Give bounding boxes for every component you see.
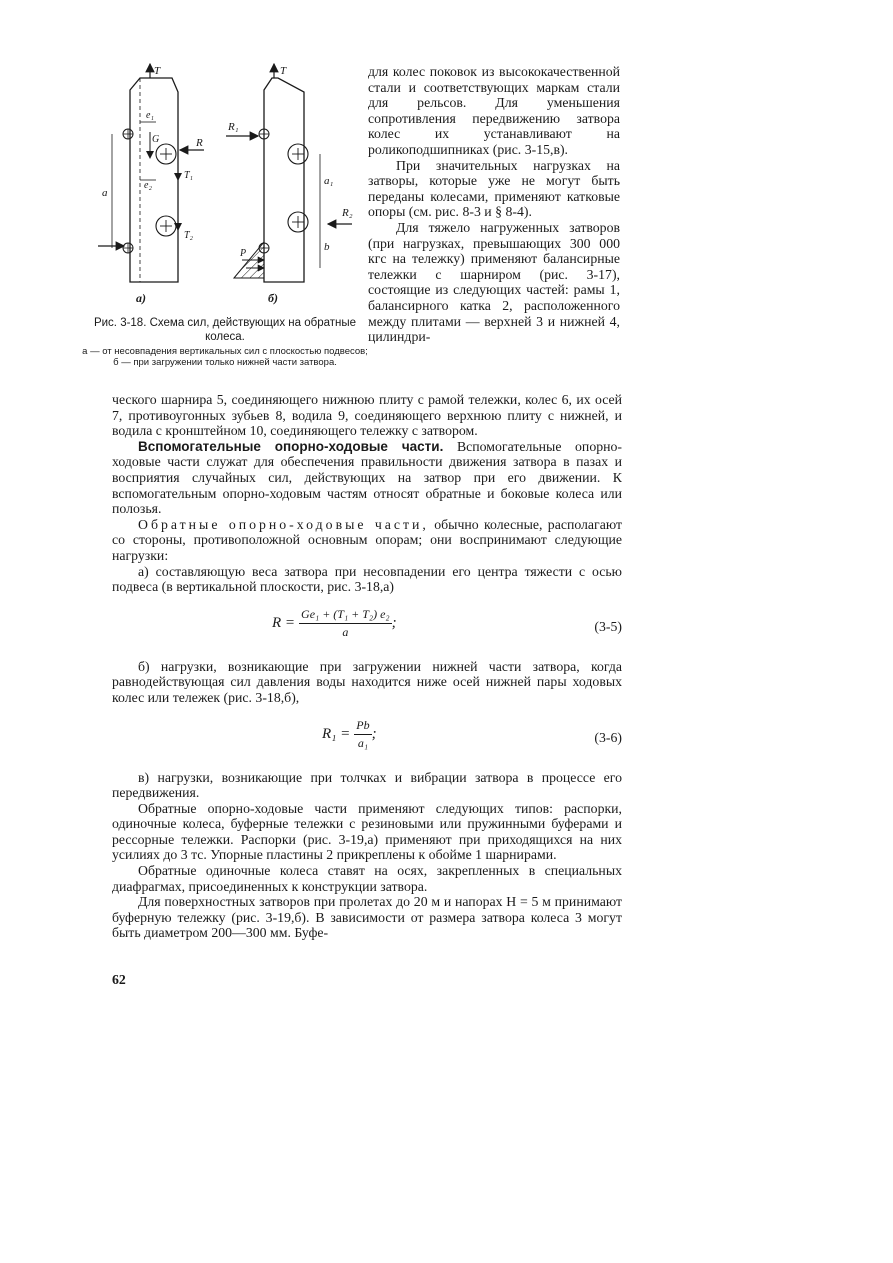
main-text [112, 392, 622, 941]
caption-main: Рис. 3-18. Схема сил, действующих на обратные колеса. [93, 317, 357, 343]
paragraph-auxiliary-text: Вспомогательные опорно-ходовые части служат для обеспечения правильности движения затвора в пазах и восприятия случайных сил, действующих на затвор при его движении. К вспомогательным опорно-ходовым частям относят обратные и боковые колеса или полозья. [112, 438, 622, 517]
label-subfig-b: б) [268, 291, 278, 305]
formula1-tail: ; [391, 615, 397, 632]
force-diagram [92, 62, 362, 312]
item-a: а) составляющую веса затвора при несовпадении его центра тяжести с осью подвеса (в вертикальной плоскости, рис. 3-18,а) [112, 563, 622, 595]
section-heading: Вспомогательные опорно-ходовые части. [138, 438, 444, 454]
label-subfig-a: а) [136, 291, 146, 305]
formula1-numerator: Ge₁ + (T₁ + T₂) e₂ [299, 607, 392, 625]
label-a1: a₁ [324, 175, 334, 187]
formula2-tail: ; [371, 725, 377, 742]
label-T-a: T [154, 65, 161, 77]
formula-3-6 [112, 712, 622, 764]
paragraph-reverse-text: обычно колесные, располагают со стороны, противоположной основным опорам; они воспринимают следующие нагрузки: [112, 516, 622, 563]
figure-3-18 [92, 62, 362, 312]
label-R1: R₁ [228, 121, 239, 133]
label-T2: T₂ [184, 230, 194, 241]
paragraph-reverse [112, 517, 622, 564]
formula1-number: (3-5) [594, 618, 622, 634]
item-b: б) нагрузки, возникающие при загружении нижней части затвора, когда равнодействующая сил давления воды находится ниже осей нижней пары ходовых колес или тележек (рис. 3-18,б), [112, 658, 622, 705]
figure-caption [82, 316, 368, 368]
label-a: a [102, 187, 108, 199]
label-R2: R₂ [342, 207, 353, 219]
paragraph-types: Обратные опорно-ходовые части применяют следующих типов: распорки, одиночные колеса, буферные тележки с резиновыми или пружинными буферами и рессорные тележки. Распорки (рис. 3-19,а) применяют при приходящихся на них усилиях до 3 тс. Упорные пластины 2 прикреплены к обойме 1 шарнирами. [112, 800, 622, 863]
gate-body-b [264, 78, 304, 282]
formula1-denominator: a [342, 625, 349, 640]
label-T-b: T [280, 65, 287, 77]
label-e2: e₂ [144, 180, 152, 191]
formula2-numerator: Pb [354, 718, 371, 736]
paragraph-wheels: Обратные одиночные колеса ставят на осях, закрепленных в специальных диафрагмах, присоединенных к конструкции затвора. [112, 863, 622, 894]
formula2-lhs: R₁ = [322, 725, 351, 742]
spaced-term: Обратные опорно-ходовые части, [138, 516, 429, 532]
paragraph-auxiliary [112, 439, 622, 517]
paragraph-surface: Для поверхностных затворов при пролетах до 20 м и напорах H = 5 м принимают буферную тележку (рис. 3-19,б). В зависимости от размера затвора колеса 3 могут быть диаметром 200—300 мм. Буфе- [112, 894, 622, 941]
label-G: G [152, 134, 160, 145]
right-paragraph-1: для колес поковок из высококачественной стали и соответствующих маркам стали для рельсов. Для уменьшения сопротивления передвижению затвора колес их устанавливают на роликоподшипниках (рис. 3-15,в). [368, 64, 620, 157]
label-b: b [324, 241, 330, 253]
label-P: P [240, 248, 247, 259]
right-column-text [368, 64, 620, 345]
item-c: в) нагрузки, возникающие при толчках и вибрации затвора в процессе его передвижения. [112, 769, 622, 801]
formula1-lhs: R = [272, 615, 296, 632]
caption-sub: а — от несовпадения вертикальных сил с плоскостью подвесов; б — при загружении только нижней части затвора. [82, 346, 368, 368]
right-paragraph-2: При значительных нагрузках на затворы, которые уже не могут быть переданы колесами, применяют катковые опоры (см. рис. 8-3 и § 8-4). [368, 157, 620, 220]
paragraph-continuation: ческого шарнира 5, соединяющего нижнюю плиту с рамой тележки, колес 6, их осей 7, противоугонных зубьев 8, водила 9, соединяющего верхнюю плиту с нижней, и водила с кронштейном 10, соединяющего тележку с затвором. [112, 392, 622, 439]
formula2-number: (3-6) [594, 729, 622, 745]
label-R: R [196, 137, 203, 149]
label-T1: T₁ [184, 170, 194, 181]
page-number: 62 [112, 972, 126, 987]
label-e1: e₁ [146, 110, 154, 121]
formula2-denominator: a₁ [357, 736, 368, 751]
formula-3-5 [112, 601, 622, 653]
right-paragraph-3: Для тяжело нагруженных затворов (при нагрузках, превышающих 300 000 кгс на тележку) применяют балансирные тележки с шарниром (рис. 3-17), состоящие из следующих частей: рамы 1, балансирного катка 2, расположенного между плитами — верхней 3 и нижней 4, цилиндри- [368, 219, 620, 345]
